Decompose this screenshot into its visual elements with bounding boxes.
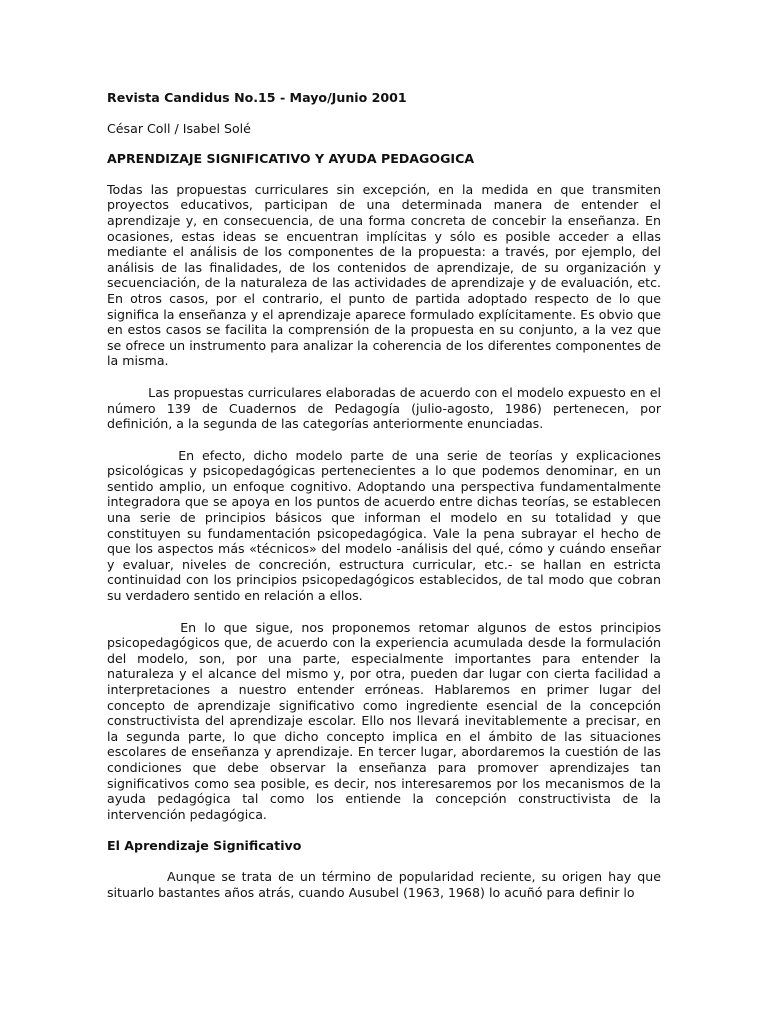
section-paragraph: Aunque se trata de un término de popularidad reciente, su origen hay que situarlo bastantes años atrás, cuando Ausubel (1963, 1968) lo acuñó para definir lo xyxy=(107,868,666,900)
paragraph-3: En efecto, dicho modelo parte de una serie de teorías y explicaciones psicológicas y psicopedagógicas pertenecientes a lo que podemos denominar, en un sentido amplio, un enfoque cognitivo. Adoptando una perspectiva fundamentalmente integradora que se apoya en los puntos de acuerdo entre dichas teorías, se establecen una serie de principios básicos que informan el modelo en su totalidad y que constituyen su fundamentación psicopedagógica. Vale la pena subrayar el hecho de que los aspectos más «técnicos» del modelo -análisis del qué, cómo y cuándo enseñar y evaluar, niveles de concreción, estructura curricular, etc.- se hallan en estricta continuidad con los principios psicopedagógicos establecidos, de tal modo que cobran su verdadero sentido en relación a ellos. xyxy=(107,447,666,604)
document-page xyxy=(107,90,666,916)
journal-line: Revista Candidus No.15 - Mayo/Junio 2001 xyxy=(107,90,407,105)
section-heading: El Aprendizaje Significativo xyxy=(107,838,302,854)
paragraph-2: Las propuestas curriculares elaboradas de acuerdo con el modelo expuesto en el número 139 de Cuadernos de Pedagogía (julio-agosto, 1986) pertenecen, por definición, a la segunda de las categorías anteriormente enunciadas. xyxy=(107,384,666,432)
authors-line: César Coll / Isabel Solé xyxy=(107,120,251,136)
article-title: APRENDIZAJE SIGNIFICATIVO Y AYUDA PEDAGOGICA xyxy=(107,151,475,167)
paragraph-1: Todas las propuestas curriculares sin excepción, en la medida en que transmiten proyectos educativos, participan de una determinada manera de entender el aprendizaje y, en consecuencia, de una forma concreta de concebir la enseñanza. En ocasiones, estas ideas se encuentran implícitas y sólo es posible acceder a ellas mediante el análisis de los componentes de la propuesta: a través, por ejemplo, del análisis de las finalidades, de los contenidos de aprendizaje, de su organización y secuenciación, de la naturaleza de las actividades de aprendizaje y de evaluación, etc. En otros casos, por el contrario, el punto de partida adoptado respecto de lo que significa la enseñanza y el aprendizaje aparece formulado explícitamente. Es obvio que en estos casos se facilita la comprensión de la propuesta en su conjunto, a la vez que se ofrece un instrumento para analizar la coherencia de los diferentes componentes de la misma. xyxy=(107,181,666,369)
paragraph-4: En lo que sigue, nos proponemos retomar algunos de estos principios psicopedagógicos que, de acuerdo con la experiencia acumulada desde la formulación del modelo, son, por una parte, especialmente importantes para entender la naturaleza y el alcance del mismo y, por otra, pueden dar lugar con cierta facilidad a interpretaciones a nuestro entender erróneas. Hablaremos en primer lugar del concepto de aprendizaje significativo como ingrediente esencial de la concepción constructivista del aprendizaje escolar. Ello nos llevará inevitablemente a precisar, en la segunda parte, lo que dicho concepto implica en el ámbito de las situaciones escolares de enseñanza y aprendizaje. En tercer lugar, abordaremos la cuestión de las condiciones que debe observar la enseñanza para promover aprendizajes tan significativos como sea posible, es decir, nos interesaremos por los mecanismos de la ayuda pedagógica tal como los entiende la concepción constructivista de la intervención pedagógica. xyxy=(107,619,666,822)
